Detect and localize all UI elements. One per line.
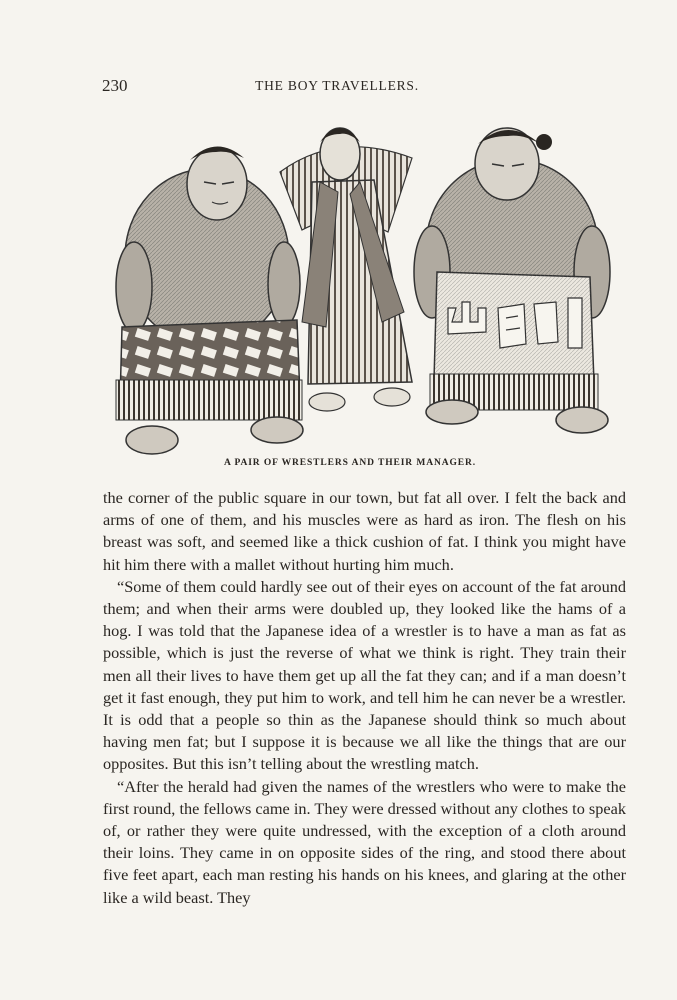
wrestlers-engraving [112, 112, 632, 462]
paragraph: the corner of the public square in our town, but fat all over. I felt the back and arms of one of them, and his muscles were as hard as iron. The flesh on his breast was soft, and seemed like a thick cushion of fat. I think you might have hit him there with a mallet without hurting him much. [103, 488, 626, 574]
figure-caption: A PAIR OF WRESTLERS AND THEIR MANAGER. [223, 458, 477, 468]
page-header [102, 76, 572, 100]
wrestlers-illustration [112, 112, 632, 462]
running-title: THE BOY TRAVELLERS. [255, 78, 419, 93]
page-number: 230 [102, 76, 128, 95]
paragraph: “After the herald had given the names of the wrestlers who were to make the first round, the fellows came in. They were dressed without any clothes to speak of, or rather they were quite undressed, with the exception of a cloth around their loins. They came in on opposite sides of the ring, and stood there about five feet apart, each man resting his hands on his knees, and glaring at the other like a wild beast. They [103, 776, 626, 907]
body-text [103, 487, 626, 909]
right-wrestler [414, 128, 610, 433]
paragraph: “Some of them could hardly see out of their eyes on account of the fat around them; and when their arms were doubled up, they looked like the hams of a hog. I was told that the Japanese idea of a wrestler is to have a man as fat as possible, which is just the reverse of what we think is right. They train their men all their lives to have them get up all the fat they can; and if a man doesn’t get it fast enough, they put him to work, and tell him he can never be a wrestler. It is odd that a people so thin as the Japanese should think so much about having men fat; but I suppose it is because we all like the things that are our opposites. But this isn’t telling about the wrestling match. [103, 576, 626, 774]
left-wrestler [116, 146, 303, 454]
